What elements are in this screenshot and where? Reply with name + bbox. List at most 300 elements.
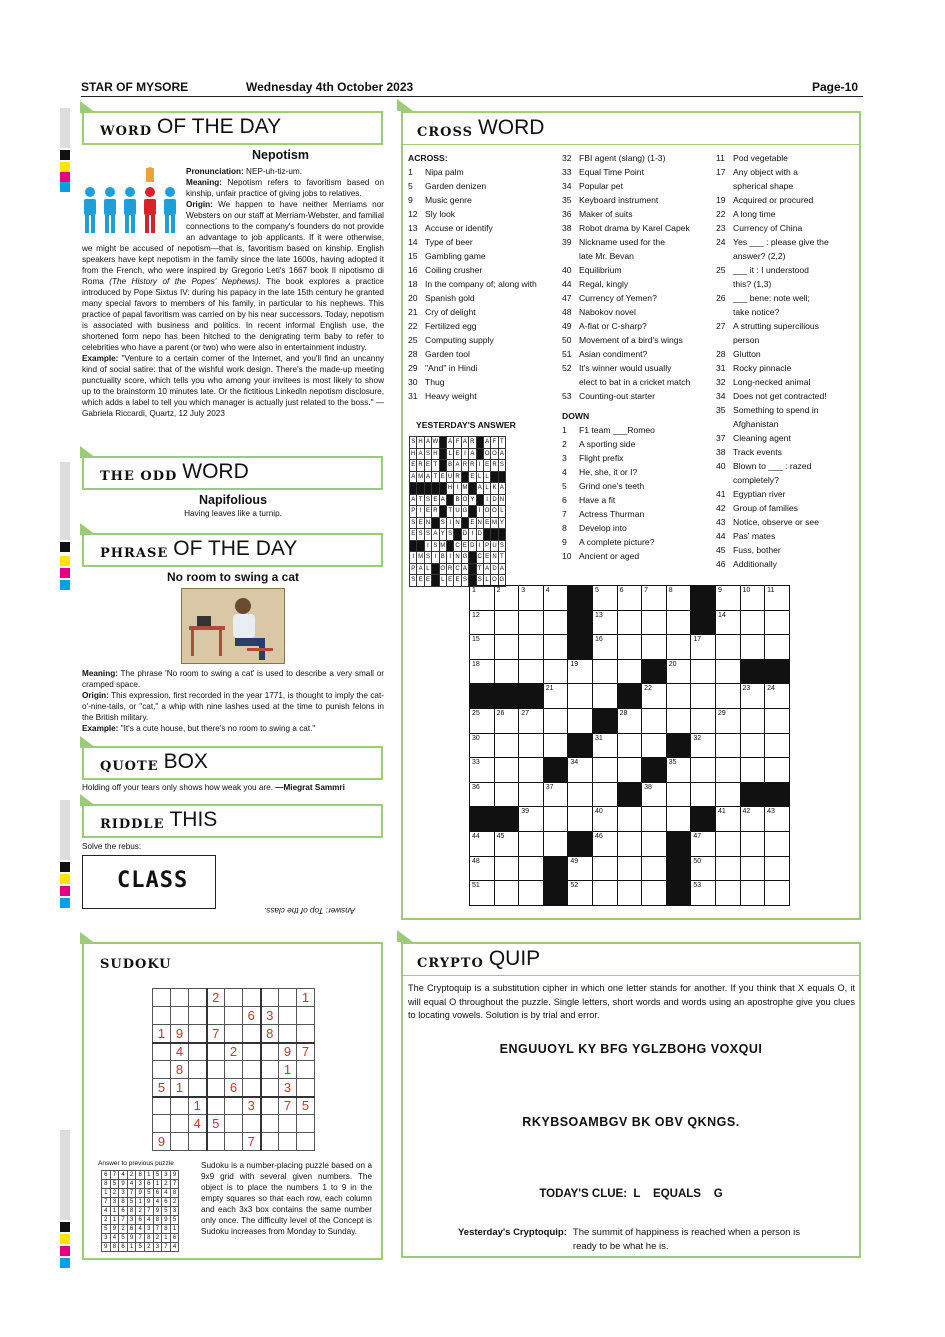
crossword-cell[interactable] <box>494 758 519 783</box>
sudoku-cell[interactable] <box>153 989 171 1007</box>
crossword-cell[interactable] <box>592 881 617 906</box>
crossword-cell[interactable] <box>519 635 544 660</box>
odd-word-body <box>82 493 384 518</box>
sudoku-cell[interactable] <box>297 1061 315 1079</box>
answer-cell: R <box>454 471 461 483</box>
crossword-cell[interactable] <box>617 635 642 660</box>
crossword-cell[interactable]: 19 <box>568 659 593 684</box>
crossword-cell[interactable]: 21 <box>543 684 568 709</box>
registration-mark <box>60 150 70 160</box>
sudoku-cell[interactable] <box>153 1043 171 1061</box>
sudoku-cell[interactable] <box>225 1097 243 1115</box>
sudoku-cell[interactable] <box>261 1097 279 1115</box>
sudoku-answer-cell: 7 <box>162 1243 171 1252</box>
crossword-cell[interactable]: 13 <box>592 610 617 635</box>
crossword-cell[interactable] <box>691 708 716 733</box>
crossword-cell[interactable]: 49 <box>568 856 593 881</box>
crossword-cell[interactable]: 48 <box>470 856 495 881</box>
sudoku-answer-cell: 5 <box>136 1243 145 1252</box>
sudoku-cell[interactable]: 2 <box>207 989 225 1007</box>
sudoku-cell[interactable] <box>189 1079 207 1097</box>
sudoku-cell[interactable] <box>297 1115 315 1133</box>
crossword-cell[interactable] <box>765 610 790 635</box>
crossword-cell[interactable] <box>617 856 642 881</box>
sudoku-cell[interactable] <box>243 989 261 1007</box>
clue-number: 5 <box>408 181 413 191</box>
sudoku-answer-cell: 2 <box>127 1171 136 1180</box>
registration-strip <box>60 462 70 540</box>
crossword-cell[interactable]: 35 <box>666 758 691 783</box>
sudoku-cell[interactable] <box>207 1097 225 1115</box>
sudoku-cell[interactable] <box>225 1007 243 1025</box>
clue-row <box>716 165 861 179</box>
crossword-cell[interactable] <box>543 708 568 733</box>
clue-text: Sly look <box>425 209 456 219</box>
answer-cell: O <box>483 448 490 460</box>
sudoku-cell[interactable] <box>297 1025 315 1043</box>
crossword-cell[interactable]: 32 <box>691 733 716 758</box>
crossword-cell[interactable] <box>519 733 544 758</box>
crossword-cell[interactable]: 43 <box>765 807 790 832</box>
sudoku-cell[interactable] <box>207 1061 225 1079</box>
crossword-cell[interactable] <box>494 733 519 758</box>
sudoku-cell[interactable] <box>225 1061 243 1079</box>
crossword-cell[interactable] <box>617 758 642 783</box>
crossword-cell[interactable] <box>666 782 691 807</box>
crossword-cell[interactable]: 23 <box>740 684 765 709</box>
sudoku-cell[interactable]: 7 <box>243 1133 261 1151</box>
crossword-cell[interactable] <box>740 635 765 660</box>
crossword-cell[interactable] <box>691 659 716 684</box>
answer-cell: O <box>439 563 446 575</box>
crossword-cell[interactable] <box>543 807 568 832</box>
crossword-cell[interactable] <box>740 831 765 856</box>
sudoku-cell[interactable] <box>261 1115 279 1133</box>
crossword-cell[interactable] <box>543 659 568 684</box>
crossword-cell[interactable] <box>666 708 691 733</box>
crossword-cell[interactable] <box>592 856 617 881</box>
crossword-cell[interactable] <box>666 610 691 635</box>
answer-cell: N <box>454 517 461 529</box>
answer-cell: T <box>432 471 439 483</box>
crossword-cell[interactable] <box>642 831 667 856</box>
crossword-cell[interactable]: 29 <box>715 708 740 733</box>
crossword-cell[interactable] <box>519 758 544 783</box>
sudoku-cell[interactable] <box>297 1007 315 1025</box>
crossword-cell[interactable]: 3 <box>519 586 544 611</box>
crossword-cell[interactable]: 47 <box>691 831 716 856</box>
crossword-cell[interactable]: 50 <box>691 856 716 881</box>
crossword-cell[interactable] <box>519 856 544 881</box>
clue-number: 43 <box>716 517 726 527</box>
sudoku-cell[interactable]: 7 <box>207 1025 225 1043</box>
header-small: QUOTE <box>100 759 159 774</box>
sudoku-cell[interactable] <box>153 1115 171 1133</box>
answer-cell: I <box>424 540 431 552</box>
crossword-cell[interactable] <box>519 831 544 856</box>
sudoku-cell[interactable] <box>279 989 297 1007</box>
crossword-cell[interactable]: 14 <box>715 610 740 635</box>
sudoku-cell[interactable] <box>189 989 207 1007</box>
crossword-cell[interactable] <box>691 684 716 709</box>
sudoku-cell[interactable]: 1 <box>153 1025 171 1043</box>
sudoku-cell[interactable]: 9 <box>171 1025 189 1043</box>
crossword-cell[interactable]: 45 <box>494 831 519 856</box>
sudoku-answer-cell: 8 <box>170 1189 179 1198</box>
sudoku-cell[interactable] <box>225 1133 243 1151</box>
answer-cell: M <box>417 471 424 483</box>
crossword-cell[interactable] <box>765 856 790 881</box>
crossword-cell[interactable]: 44 <box>470 831 495 856</box>
crossword-cell[interactable]: 8 <box>666 586 691 611</box>
crossword-cell[interactable] <box>519 610 544 635</box>
sudoku-cell[interactable]: 8 <box>261 1025 279 1043</box>
answer-cell: H <box>446 483 453 495</box>
sudoku-cell[interactable] <box>189 1133 207 1151</box>
sudoku-cell[interactable]: 1 <box>279 1061 297 1079</box>
sudoku-cell[interactable] <box>225 1025 243 1043</box>
clue-number: 36 <box>562 209 572 219</box>
clue-number: 41 <box>716 489 726 499</box>
sudoku-answer-grid <box>101 1170 179 1252</box>
sudoku-answer-cell: 9 <box>144 1198 153 1207</box>
crossword-cell[interactable] <box>765 831 790 856</box>
crossword-cell[interactable] <box>543 733 568 758</box>
answer-cell: E <box>461 540 468 552</box>
crossword-cell[interactable] <box>765 708 790 733</box>
answer-cell: E <box>432 494 439 506</box>
crossword-cell[interactable]: 37 <box>543 782 568 807</box>
answer-cell: N <box>476 517 483 529</box>
sudoku-cell[interactable] <box>153 1061 171 1079</box>
crossword-cell[interactable] <box>617 881 642 906</box>
crossword-cell[interactable] <box>666 635 691 660</box>
crossword-cell[interactable] <box>715 758 740 783</box>
crossword-cell[interactable] <box>642 708 667 733</box>
clue-text: Type of beer <box>425 237 473 247</box>
crossword-cell[interactable]: 52 <box>568 881 593 906</box>
crossword-cell[interactable] <box>568 708 593 733</box>
sudoku-description: Sudoku is a number-placing puzzle based on a 9x9 grid with several given numbers. The object is to place the numbers 1 to 9 in the empty squares so that each row, each column and each 3x3 box contains the same number only once. The difficulty level of the Concept is Sudoku increases from Monday to Sunday. <box>201 1161 372 1236</box>
sudoku-cell[interactable] <box>279 1007 297 1025</box>
crossword-cell[interactable] <box>715 856 740 881</box>
yesterday-answer-label: YESTERDAY'S ANSWER <box>416 420 516 430</box>
clue-number: 22 <box>408 321 418 331</box>
clue-text: answer? (2,2) <box>733 251 786 261</box>
sudoku-cell[interactable] <box>297 1079 315 1097</box>
crossword-cell[interactable] <box>592 782 617 807</box>
sudoku-cell[interactable] <box>243 1115 261 1133</box>
crossword-cell[interactable]: 6 <box>617 586 642 611</box>
clue-row <box>716 179 861 193</box>
crossword-cell[interactable] <box>740 708 765 733</box>
answer-cell: F <box>454 437 461 449</box>
crossword-cell[interactable] <box>715 659 740 684</box>
sudoku-cell[interactable] <box>171 1133 189 1151</box>
sudoku-cell[interactable]: 5 <box>153 1079 171 1097</box>
sudoku-cell[interactable] <box>243 1079 261 1097</box>
sudoku-answer-cell: 4 <box>162 1189 171 1198</box>
sudoku-cell[interactable] <box>171 1007 189 1025</box>
sudoku-answer-cell: 8 <box>127 1207 136 1216</box>
answer-block <box>439 506 446 518</box>
sudoku-cell[interactable]: 1 <box>171 1079 189 1097</box>
clue-row <box>562 347 712 361</box>
crossword-cell[interactable]: 27 <box>519 708 544 733</box>
crossword-cell[interactable]: 11 <box>765 586 790 611</box>
sudoku-cell[interactable] <box>207 1079 225 1097</box>
crossword-cell[interactable] <box>715 782 740 807</box>
clue-row <box>562 333 712 347</box>
crossword-cell[interactable] <box>592 758 617 783</box>
clue-number: 15 <box>408 251 418 261</box>
clue-number: 44 <box>716 531 726 541</box>
crossword-cell[interactable] <box>592 659 617 684</box>
clue-row <box>408 207 558 221</box>
sudoku-answer-cell: 5 <box>119 1234 128 1243</box>
crossword-cell[interactable] <box>642 807 667 832</box>
crossword-cell[interactable] <box>617 807 642 832</box>
crossword-cell[interactable]: 15 <box>470 635 495 660</box>
crossword-cell[interactable] <box>642 610 667 635</box>
crossword-cell[interactable] <box>494 856 519 881</box>
sudoku-cell[interactable] <box>189 1043 207 1061</box>
crossword-cell[interactable] <box>543 635 568 660</box>
clue-number: 6 <box>562 495 567 505</box>
sudoku-cell[interactable] <box>261 1043 279 1061</box>
sudoku-cell[interactable] <box>261 1079 279 1097</box>
crossword-cell[interactable]: 24 <box>765 684 790 709</box>
crossword-cell[interactable] <box>691 782 716 807</box>
crossword-cell[interactable] <box>666 684 691 709</box>
crossword-cell[interactable] <box>494 659 519 684</box>
crossword-cell[interactable] <box>568 782 593 807</box>
sudoku-cell[interactable]: 1 <box>189 1097 207 1115</box>
crossword-cell[interactable] <box>642 881 667 906</box>
sudoku-cell[interactable]: 5 <box>207 1115 225 1133</box>
clue-number: 1 <box>408 167 413 177</box>
clue-text: Cry of delight <box>425 307 476 317</box>
sudoku-cell[interactable]: 1 <box>297 989 315 1007</box>
crossword-cell[interactable]: 7 <box>642 586 667 611</box>
sudoku-cell[interactable] <box>279 1025 297 1043</box>
crossword-cell[interactable] <box>617 659 642 684</box>
cryptoquip-intro: The Cryptoquip is a substitution cipher in which one letter stands for another. If you think that X equals O, it will equal O throughout the puzzle. Single letters, short words and words using an apostrophe give you clues to locating vowels. Solution is by trial and error. <box>408 983 855 1020</box>
crossword-cell[interactable]: 2 <box>494 586 519 611</box>
sudoku-cell[interactable] <box>243 1043 261 1061</box>
sudoku-answer-cell: 4 <box>119 1171 128 1180</box>
crossword-cell[interactable]: 28 <box>617 708 642 733</box>
crossword-cell[interactable]: 42 <box>740 807 765 832</box>
sudoku-answer-cell: 9 <box>127 1234 136 1243</box>
crossword-cell[interactable]: 39 <box>519 807 544 832</box>
crossword-cell[interactable] <box>592 684 617 709</box>
crossword-block <box>494 684 519 709</box>
crossword-cell[interactable] <box>494 782 519 807</box>
clue-row <box>716 263 861 277</box>
crossword-cell[interactable] <box>740 758 765 783</box>
crossword-cell[interactable]: 9 <box>715 586 740 611</box>
sudoku-cell[interactable]: 7 <box>297 1043 315 1061</box>
sudoku-cell[interactable] <box>189 1061 207 1079</box>
sudoku-answer-cell: 9 <box>119 1180 128 1189</box>
crossword-cell[interactable] <box>740 610 765 635</box>
crossword-cell[interactable]: 22 <box>642 684 667 709</box>
clue-text: FBI agent (slang) (1-3) <box>579 153 666 163</box>
crossword-cell[interactable]: 26 <box>494 708 519 733</box>
crossword-cell[interactable] <box>740 856 765 881</box>
sudoku-cell[interactable] <box>261 1061 279 1079</box>
crossword-cell[interactable]: 20 <box>666 659 691 684</box>
sudoku-cell[interactable] <box>207 1043 225 1061</box>
answer-cell: A <box>498 448 505 460</box>
crossword-cell[interactable] <box>715 733 740 758</box>
crossword-cell[interactable] <box>617 610 642 635</box>
sudoku-cell[interactable]: 3 <box>279 1079 297 1097</box>
crossword-cell[interactable] <box>519 881 544 906</box>
crossword-cell[interactable] <box>740 733 765 758</box>
crossword-cell[interactable] <box>715 881 740 906</box>
crossword-cell[interactable]: 17 <box>691 635 716 660</box>
crossword-cell[interactable]: 18 <box>470 659 495 684</box>
sudoku-cell[interactable] <box>279 1115 297 1133</box>
answer-cell: S <box>424 494 431 506</box>
crossword-cell[interactable]: 31 <box>592 733 617 758</box>
crossword-cell[interactable]: 25 <box>470 708 495 733</box>
sudoku-cell[interactable] <box>189 1025 207 1043</box>
answer-cell: S <box>476 575 483 587</box>
sudoku-cell[interactable]: 5 <box>297 1097 315 1115</box>
crossword-cell[interactable] <box>642 856 667 881</box>
crossword-cell[interactable]: 16 <box>592 635 617 660</box>
yesterday-cryptoquip <box>458 1226 818 1254</box>
crossword-cell[interactable] <box>691 758 716 783</box>
sudoku-cell[interactable] <box>189 1007 207 1025</box>
crossword-cell[interactable] <box>519 782 544 807</box>
origin-label: Origin: <box>186 200 213 209</box>
crossword-cell[interactable] <box>568 807 593 832</box>
crossword-block <box>617 684 642 709</box>
sudoku-cell[interactable] <box>225 1115 243 1133</box>
sudoku-cell[interactable]: 4 <box>171 1043 189 1061</box>
clue-row <box>562 451 712 465</box>
sudoku-cell[interactable]: 2 <box>225 1043 243 1061</box>
sudoku-cell[interactable]: 9 <box>153 1133 171 1151</box>
sudoku-cell[interactable] <box>279 1133 297 1151</box>
crossword-cell[interactable]: 10 <box>740 586 765 611</box>
quote-text <box>82 783 384 792</box>
sudoku-cell[interactable] <box>243 1025 261 1043</box>
crossword-cell[interactable] <box>617 733 642 758</box>
sudoku-cell[interactable] <box>261 989 279 1007</box>
crossword-cell[interactable]: 51 <box>470 881 495 906</box>
crossword-cell[interactable] <box>568 684 593 709</box>
crossword-cell[interactable]: 1 <box>470 586 495 611</box>
sudoku-cell[interactable] <box>207 1007 225 1025</box>
crossword-cell[interactable] <box>765 733 790 758</box>
sudoku-cell[interactable]: 9 <box>279 1043 297 1061</box>
clue-number: 9 <box>562 537 567 547</box>
sudoku-cell[interactable] <box>153 1097 171 1115</box>
sudoku-cell[interactable] <box>171 1115 189 1133</box>
crossword-cell[interactable] <box>715 684 740 709</box>
crossword-cell[interactable] <box>765 758 790 783</box>
sudoku-cell[interactable]: 3 <box>243 1097 261 1115</box>
crossword-cell[interactable] <box>642 635 667 660</box>
crossword-cell[interactable]: 4 <box>543 586 568 611</box>
crossword-cell[interactable] <box>715 635 740 660</box>
sudoku-grid <box>152 988 315 1151</box>
crossword-cell[interactable] <box>543 831 568 856</box>
answer-cell: Y <box>469 494 476 506</box>
sudoku-cell[interactable] <box>207 1133 225 1151</box>
clue-text: Coiling crusher <box>425 265 483 275</box>
clue-row <box>408 277 558 291</box>
crossword-cell[interactable]: 36 <box>470 782 495 807</box>
sudoku-cell[interactable] <box>225 989 243 1007</box>
sudoku-cell[interactable] <box>297 1133 315 1151</box>
crossword-grid <box>469 585 790 906</box>
sudoku-cell[interactable]: 6 <box>225 1079 243 1097</box>
crossword-cell[interactable] <box>494 635 519 660</box>
clue-number: 35 <box>562 195 572 205</box>
crossword-cell[interactable]: 38 <box>642 782 667 807</box>
answer-block <box>476 494 483 506</box>
crossword-cell[interactable]: 41 <box>715 807 740 832</box>
crossword-cell[interactable] <box>494 610 519 635</box>
answer-cell: H <box>410 448 417 460</box>
sudoku-cell[interactable] <box>171 989 189 1007</box>
registration-mark <box>60 1222 70 1232</box>
crossword-cell[interactable] <box>715 831 740 856</box>
clue-number <box>716 473 733 487</box>
crossword-cell[interactable]: 33 <box>470 758 495 783</box>
crossword-cell[interactable] <box>666 807 691 832</box>
sudoku-cell[interactable]: 4 <box>189 1115 207 1133</box>
answer-cell: B <box>454 494 461 506</box>
sudoku-cell[interactable]: 6 <box>243 1007 261 1025</box>
rebus-word: CLASS <box>117 868 189 893</box>
crossword-cell[interactable] <box>543 610 568 635</box>
crossword-cell[interactable] <box>617 831 642 856</box>
crossword-cell[interactable] <box>740 881 765 906</box>
crossword-cell[interactable]: 53 <box>691 881 716 906</box>
crossword-cell[interactable]: 30 <box>470 733 495 758</box>
sudoku-cell[interactable] <box>243 1061 261 1079</box>
sudoku-cell[interactable]: 7 <box>279 1097 297 1115</box>
sudoku-cell[interactable] <box>153 1007 171 1025</box>
crossword-cell[interactable] <box>494 881 519 906</box>
crossword-cell[interactable]: 46 <box>592 831 617 856</box>
answer-cell: R <box>491 460 498 472</box>
registration-mark <box>60 568 70 578</box>
sudoku-answer-cell: 5 <box>153 1171 162 1180</box>
crossword-cell[interactable] <box>765 635 790 660</box>
crossword-cell[interactable] <box>642 733 667 758</box>
crossword-cell[interactable] <box>765 881 790 906</box>
registration-mark <box>60 542 70 552</box>
sudoku-cell[interactable]: 8 <box>171 1061 189 1079</box>
answer-cell: O <box>483 506 490 518</box>
crossword-cell[interactable] <box>519 659 544 684</box>
crossword-cell[interactable]: 5 <box>592 586 617 611</box>
crossword-cell[interactable]: 40 <box>592 807 617 832</box>
sudoku-cell[interactable] <box>261 1133 279 1151</box>
sudoku-cell[interactable]: 3 <box>261 1007 279 1025</box>
crossword-cell[interactable]: 12 <box>470 610 495 635</box>
sudoku-cell[interactable] <box>171 1097 189 1115</box>
crossword-cell[interactable]: 34 <box>568 758 593 783</box>
